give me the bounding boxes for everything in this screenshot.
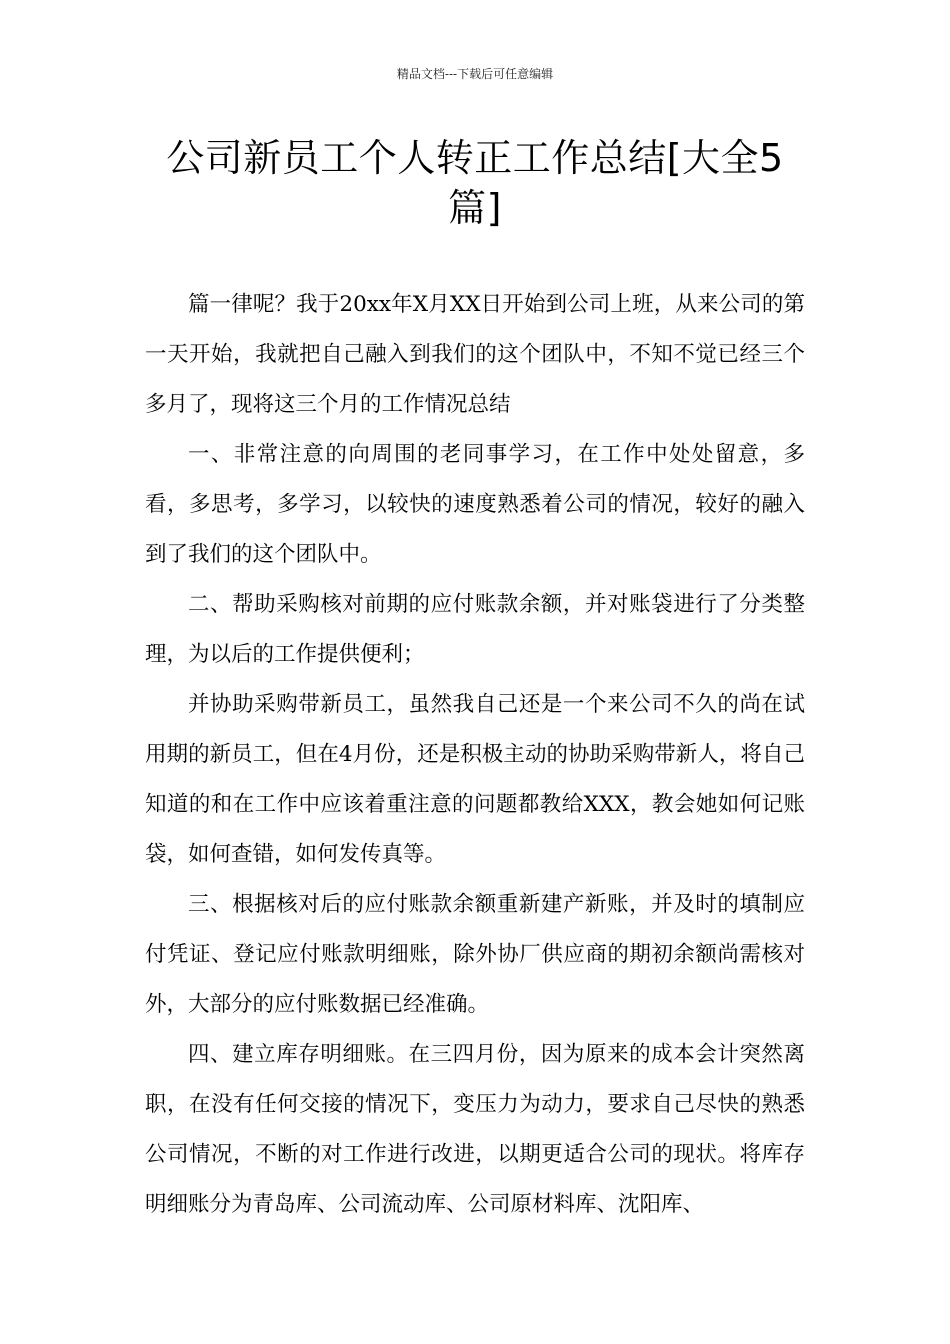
paragraph: 一、非常注意的向周围的老同事学习，在工作中处处留意，多看，多思考，多学习，以较快的速度熟悉着公司的情况，较好的融入到了我们的这个团队中。	[145, 442, 805, 567]
paragraph: 二、帮助采购核对前期的应付账款余额，并对账袋进行了分类整理，为以后的工作提供便利；	[145, 592, 805, 667]
paragraph: 篇一律呢？我于20xx年X月XX日开始到公司上班，从来公司的第一天开始，我就把自己融入到我们的这个团队中，不知不觉已经三个多月了，现将这三个月的工作情况总结	[145, 292, 805, 417]
paragraph: 并协助采购带新员工，虽然我自己还是一个来公司不久的尚在试用期的新员工，但在4月份，还是积极主动的协助采购带新人，将自己知道的和在工作中应该着重注意的问题都教给XXX，教会她如何记账袋，如何查错，如何发传真等。	[145, 692, 805, 867]
document-body	[145, 280, 805, 1230]
header-note: 精品文档---下载后可任意编辑	[396, 67, 554, 81]
document-title: 公司新员工个人转正工作总结[大全5篇]	[166, 136, 784, 230]
paragraph: 三、根据核对后的应付账款余额重新建产新账，并及时的填制应付凭证、登记应付账款明细账，除外协厂供应商的期初余额尚需核对外，大部分的应付账数据已经准确。	[145, 892, 805, 1017]
paragraph: 四、建立库存明细账。在三四月份，因为原来的成本会计突然离职，在没有任何交接的情况下，变压力为动力，要求自己尽快的熟悉公司情况，不断的对工作进行改进，以期更适合公司的现状。将库存明细账分为青岛库、公司流动库、公司原材料库、沈阳库、	[145, 1042, 805, 1217]
